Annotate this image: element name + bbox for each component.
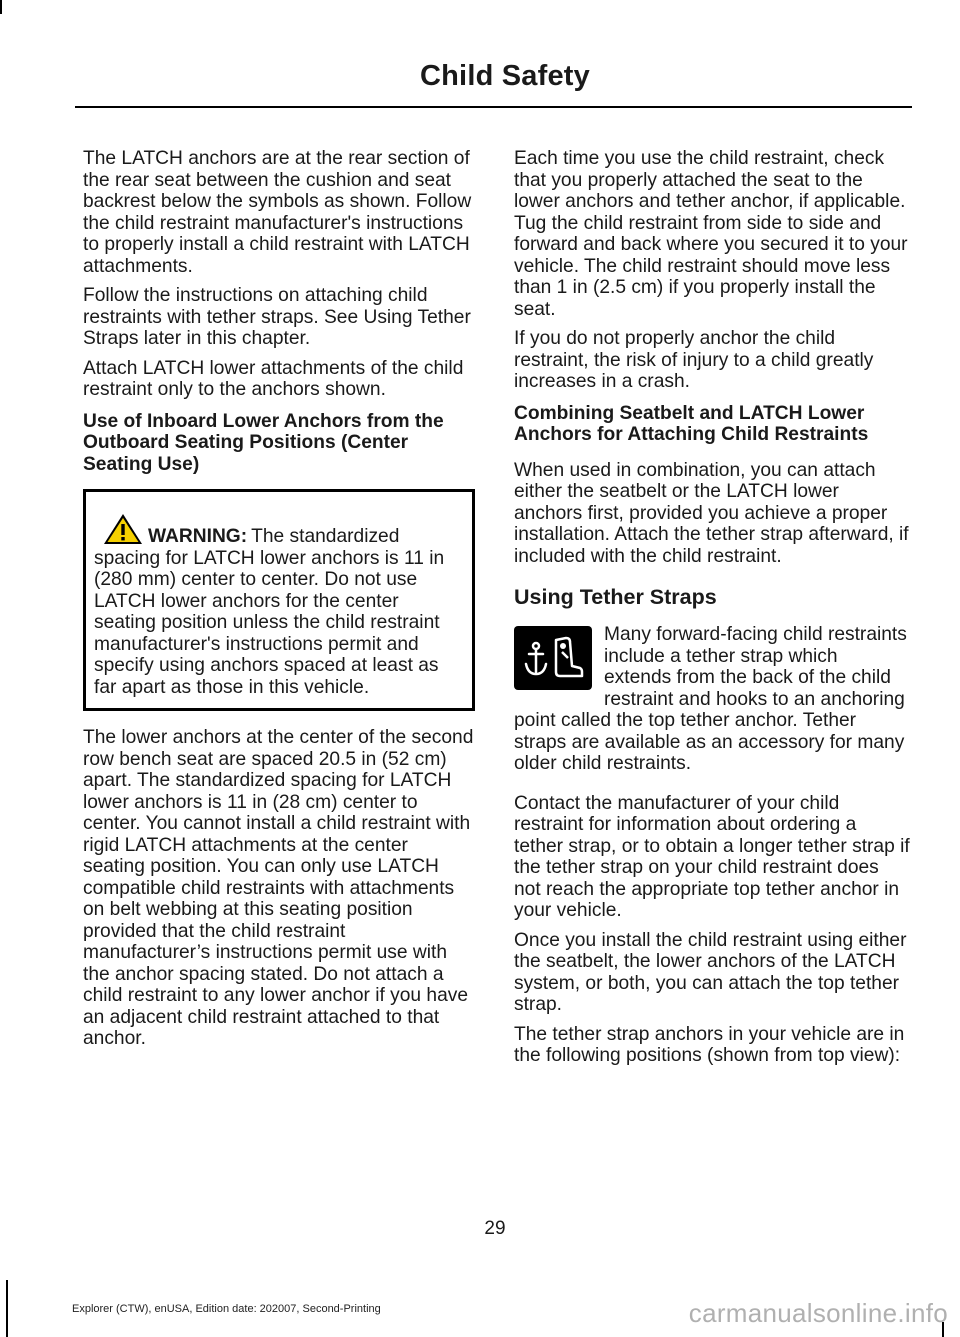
watermark: carmanualsonline.info (688, 1298, 948, 1328)
paragraph: Many forward-facing child restraints include a tether strap which extends from the back of the child restraint and hooks to an anchoring point called the top tether anchor. Tether straps are available as an accessory for many older child restraints. (514, 624, 907, 774)
section-subheading: Combining Seatbelt and LATCH Lower Anchors for Attaching Child Restraints (514, 402, 869, 445)
crop-mark-top-left (0, 0, 2, 14)
paragraph: The LATCH anchors are at the rear section of the rear seat between the cushion and seat backrest below the symbols as shown. Follow the child restraint manufacturer's instructions to properly install a child restraint with LATCH attachments. (83, 148, 472, 277)
paragraph: The lower anchors at the center of the second row bench seat are spaced 20.5 in (52 cm) apart. The standardized spacing for LATCH lower anchors is 11 in (28 cm) center to center. You cannot install a child restraint with rigid LATCH attachments at the center seating position. You can only use LATCH compatible child restraints with attachments on belt webbing at this seating position provided that the child restraint manufacturer’s instructions permit use with the anchor spacing stated. Do not attach a child restraint to any lower anchor if you have an adjacent child restraint attached to that anchor. (83, 727, 474, 1049)
page-title: Child Safety (420, 60, 590, 92)
crop-mark-bottom-left (6, 1280, 8, 1337)
left-column (83, 148, 475, 1058)
paragraph: Each time you use the child restraint, check that you properly attached the seat to the lower anchors and tether anchor, if applicable. Tug the child restraint from side to side and forward and back where you secured it to your vehicle. The child restraint should move less than 1 in (2.5 cm) if you properly install the seat. (514, 148, 908, 320)
right-column (514, 148, 910, 1075)
paragraph: Contact the manufacturer of your child restraint for information about ordering a tether strap, or to obtain a longer tether strap if the tether strap on your child restraint does not reach the appropriate top tether anchor in your vehicle. (514, 792, 910, 921)
section-heading: Using Tether Straps (514, 585, 717, 609)
warning-box (83, 489, 475, 711)
paragraph: Attach LATCH lower attachments of the child restraint only to the anchors shown. (83, 357, 464, 400)
paragraph: If you do not properly anchor the child restraint, the risk of injury to a child greatly increases in a crash. (514, 328, 874, 392)
paragraph: Follow the instructions on attaching child restraints with tether straps. See Using Tether Straps later in this chapter. (83, 285, 471, 349)
warning-text: The standardized spacing for LATCH lower anchors is 11 in (280 mm) center to center. Do not use LATCH lower anchors for the center seating position unless the child restraint manufacturer's instructions permit and specify using anchors spaced at least as far apart as those in this vehicle. (94, 526, 445, 698)
tether-anchor-icon (514, 626, 592, 690)
header-divider (75, 106, 912, 108)
footer-edition: Explorer (CTW), enUSA, Edition date: 202007, Second-Printing (72, 1303, 381, 1315)
warning-triangle-icon (102, 512, 144, 546)
paragraph: When used in combination, you can attach either the seatbelt or the LATCH lower anchors first, provided you achieve a proper installation. Attach the tether strap afterward, if included with the child restraint. (514, 459, 909, 567)
section-subheading: Use of Inboard Lower Anchors from the Outboard Seating Positions (Center Seating Use) (83, 410, 444, 475)
paragraph: The tether strap anchors in your vehicle are in the following positions (shown from top view): (514, 1023, 905, 1066)
paragraph: Once you install the child restraint using either the seatbelt, the lower anchors of the LATCH system, or both, you can attach the top tether strap. (514, 929, 907, 1015)
page-number: 29 (484, 1218, 506, 1239)
warning-label: WARNING: (148, 526, 248, 547)
